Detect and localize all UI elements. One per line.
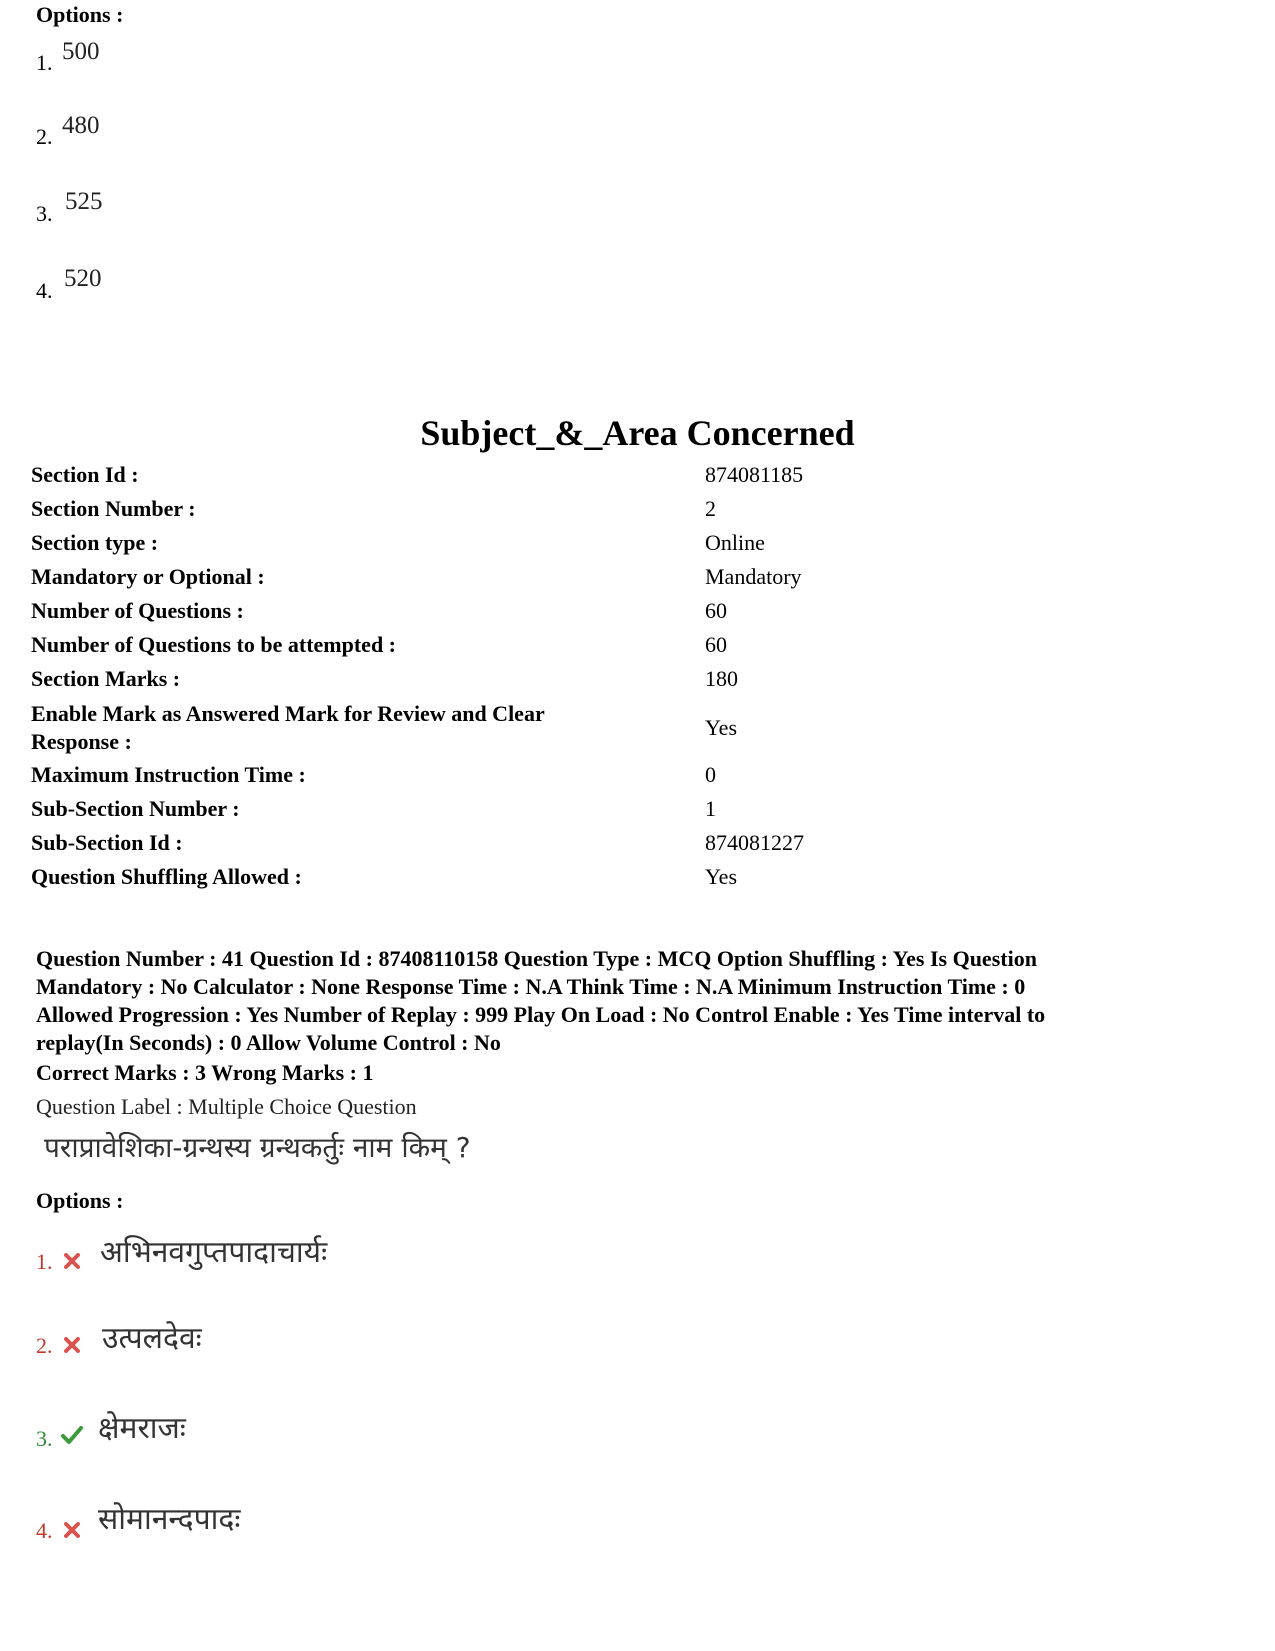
prev-option-number: 2. xyxy=(36,124,53,149)
check-icon xyxy=(60,1424,84,1446)
section-number-label: Section Number : xyxy=(31,496,196,521)
number-of-questions-value: 60 xyxy=(705,598,727,623)
number-of-questions-label: Number of Questions : xyxy=(31,598,244,623)
option-value: क्षेमराजः xyxy=(98,1411,186,1446)
question-meta-line: Allowed Progression : Yes Number of Replay : 999 Play On Load : No Control Enable : Yes Time interval to xyxy=(36,1002,1046,1027)
option-value: अभिनवगुप्तपादाचार्यः xyxy=(100,1235,328,1270)
section-marks-value: 180 xyxy=(705,666,738,691)
max-instruction-time-label: Maximum Instruction Time : xyxy=(31,762,306,787)
prev-option-value: 520 xyxy=(64,265,102,292)
enable-mark-review-label-cont: Response : xyxy=(31,729,132,754)
option-number: 2. xyxy=(36,1333,53,1358)
option-value: उत्पलदेवः xyxy=(102,1321,202,1356)
option-number: 4. xyxy=(36,1518,53,1543)
options-heading: Options : xyxy=(36,1188,124,1213)
option-value: सोमानन्दपादः xyxy=(98,1502,241,1537)
enable-mark-review-label: Enable Mark as Answered Mark for Review and Clear xyxy=(31,701,545,726)
cross-icon xyxy=(62,1520,82,1540)
cross-icon xyxy=(62,1251,82,1271)
question-shuffling-value: Yes xyxy=(705,864,738,889)
prev-option-value: 500 xyxy=(62,38,100,65)
enable-mark-review-value: Yes xyxy=(705,715,738,740)
section-id-label: Section Id : xyxy=(31,462,139,487)
max-instruction-time-value: 0 xyxy=(705,762,716,787)
sub-section-number-value: 1 xyxy=(705,796,716,821)
mandatory-optional-value: Mandatory xyxy=(705,564,802,589)
question-text: पराप्रावेशिका-ग्रन्थस्य ग्रन्थकर्तुः नाम किम् ? xyxy=(44,1131,471,1164)
question-meta xyxy=(36,945,1236,1057)
prev-options-heading: Options : xyxy=(36,2,124,27)
questions-to-attempt-label: Number of Questions to be attempted : xyxy=(31,632,397,657)
question-shuffling-label: Question Shuffling Allowed : xyxy=(31,864,302,889)
section-number-value: 2 xyxy=(705,496,716,521)
prev-option-number: 3. xyxy=(36,201,53,226)
prev-option-value: 525 xyxy=(65,188,103,215)
sub-section-id-value: 874081227 xyxy=(705,830,804,855)
question-label: Question Label : Multiple Choice Question xyxy=(36,1094,417,1119)
prev-option-number: 1. xyxy=(36,50,53,75)
question-meta-line: Question Number : 41 Question Id : 87408110158 Question Type : MCQ Option Shuffling : Yes Is Question xyxy=(36,946,1037,971)
section-title: Subject_&_Area Concerned xyxy=(420,413,855,453)
question-meta-line: replay(In Seconds) : 0 Allow Volume Control : No xyxy=(36,1030,501,1055)
question-meta-line: Mandatory : No Calculator : None Response Time : N.A Think Time : N.A Minimum Instruction Time : 0 xyxy=(36,974,1026,999)
prev-option-value: 480 xyxy=(62,112,100,139)
mandatory-optional-label: Mandatory or Optional : xyxy=(31,564,265,589)
questions-to-attempt-value: 60 xyxy=(705,632,727,657)
option-number: 1. xyxy=(36,1249,53,1274)
cross-icon xyxy=(62,1335,82,1355)
section-marks-label: Section Marks : xyxy=(31,666,181,691)
section-type-value: Online xyxy=(705,530,765,555)
option-number: 3. xyxy=(36,1426,53,1451)
section-id-value: 874081185 xyxy=(705,462,804,487)
question-marks: Correct Marks : 3 Wrong Marks : 1 xyxy=(36,1060,374,1085)
sub-section-id-label: Sub-Section Id : xyxy=(31,830,183,855)
sub-section-number-label: Sub-Section Number : xyxy=(31,796,240,821)
section-type-label: Section type : xyxy=(31,530,159,555)
prev-option-number: 4. xyxy=(36,278,53,303)
